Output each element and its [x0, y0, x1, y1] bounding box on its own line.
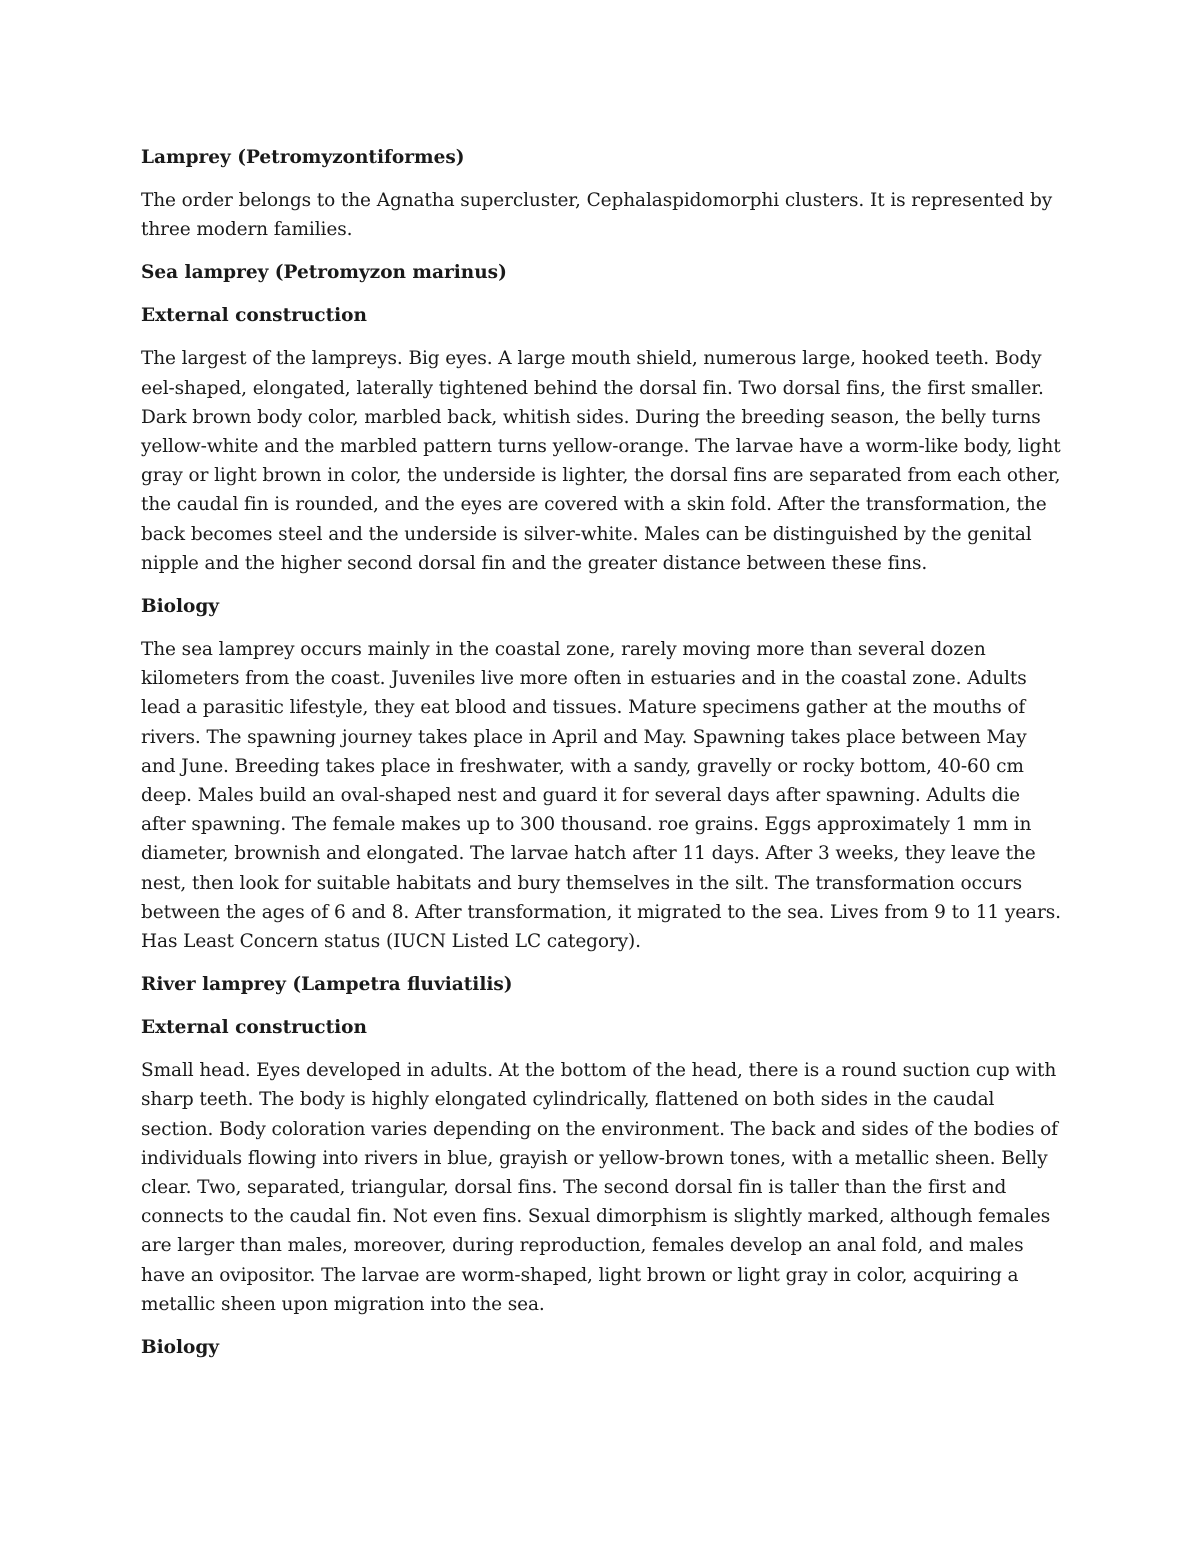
paragraph-order-intro: The order belongs to the Agnatha supercluster, Cephalaspidomorphi clusters. It is represented by three modern families.	[141, 190, 1053, 241]
heading-river-lamprey-external-construction: External construction	[141, 1017, 367, 1039]
heading-river-lamprey: River lamprey (Lampetra fluviatilis)	[141, 974, 513, 996]
heading-sea-lamprey-biology: Biology	[141, 596, 220, 618]
heading-river-lamprey-biology: Biology	[141, 1337, 220, 1359]
paragraph-sea-lamprey-biology: The sea lamprey occurs mainly in the coastal zone, rarely moving more than several dozen kilometers from the coast. Juveniles live more often in estuaries and in the coastal zone. Adults lead a parasitic lifestyle, they eat blood and tissues. Mature specimens gather at the mouths of rivers. The spawning journey takes place in April and May. Spawning takes place between May and June. Breeding takes place in freshwater, with a sandy, gravelly or rocky bottom, 40-60 cm deep. Males build an oval-shaped nest and guard it for several days after spawning. Adults die after spawning. The female makes up to 300 thousand. roe grains. Eggs approximately 1 mm in diameter, brownish and elongated. The larvae hatch after 11 days. After 3 weeks, they leave the nest, then look for suitable habitats and bury themselves in the silt. The transformation occurs between the ages of 6 and 8. After transformation, it migrated to the sea. Lives from 9 to 11 years. Has Least Concern status (IUCN Listed LC category).	[141, 639, 1061, 953]
heading-lamprey-order: Lamprey (Petromyzontiformes)	[141, 147, 465, 168]
paragraph-sea-lamprey-external-construction: The largest of the lampreys. Big eyes. A large mouth shield, numerous large, hooked teeth. Body eel-shaped, elongated, laterally tightened behind the dorsal fin. Two dorsal fins, the first smaller. Dark brown body color, marbled back, whitish sides. During the breeding season, the belly turns yellow-white and the marbled pattern turns yellow-orange. The larvae have a worm-like body, light gray or light brown in color, the underside is lighter, the dorsal fins are separated from each other, the caudal fin is rounded, and the eyes are covered with a skin fold. After the transformation, the back becomes steel and the underside is silver-white. Males can be distinguished by the genital nipple and the higher second dorsal fin and the greater distance between these fins.	[141, 348, 1061, 574]
paragraph-river-lamprey-external-construction: Small head. Eyes developed in adults. At the bottom of the head, there is a round suction cup with sharp teeth. The body is highly elongated cylindrically, flattened on both sides in the caudal section. Body coloration varies depending on the environment. The back and sides of the bodies of individuals flowing into rivers in blue, grayish or yellow-brown tones, with a metallic sheen. Belly clear. Two, separated, triangular, dorsal fins. The second dorsal fin is taller than the first and connects to the caudal fin. Not even fins. Sexual dimorphism is slightly marked, although females are larger than males, moreover, during reproduction, females develop an anal fold, and males have an ovipositor. The larvae are worm-shaped, light brown or light gray in color, acquiring a metallic sheen upon migration into the sea.	[141, 1060, 1058, 1315]
heading-sea-lamprey-external-construction: External construction	[141, 305, 367, 327]
document-page	[141, 143, 1061, 1376]
heading-sea-lamprey: Sea lamprey (Petromyzon marinus)	[141, 262, 507, 284]
